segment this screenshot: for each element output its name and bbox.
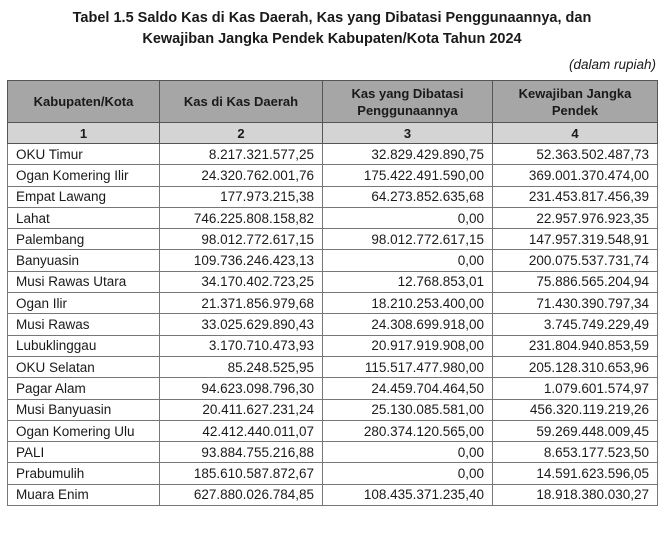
header-kas-dibatasi: Kas yang Dibatasi Penggunaannya [323, 81, 493, 123]
cell-kewajiban-jangka-pendek: 369.001.370.474,00 [493, 165, 658, 186]
cell-kas-di-kas-daerah: 8.217.321.577,25 [160, 144, 323, 165]
cell-kabupaten-kota: Musi Rawas Utara [8, 271, 160, 292]
cell-kabupaten-kota: Ogan Komering Ulu [8, 420, 160, 441]
column-number-row [8, 123, 658, 144]
cell-kas-di-kas-daerah: 33.025.629.890,43 [160, 314, 323, 335]
cell-kewajiban-jangka-pendek: 231.453.817.456,39 [493, 186, 658, 207]
cell-kabupaten-kota: OKU Timur [8, 144, 160, 165]
table-row [8, 484, 658, 505]
cell-kas-dibatasi: 32.829.429.890,75 [323, 144, 493, 165]
cell-kas-dibatasi: 280.374.120.565,00 [323, 420, 493, 441]
cell-kas-dibatasi: 18.210.253.400,00 [323, 293, 493, 314]
table-row [8, 229, 658, 250]
cell-kas-dibatasi: 25.130.085.581,00 [323, 399, 493, 420]
table-row [8, 186, 658, 207]
column-number-4: 4 [493, 123, 658, 144]
cell-kewajiban-jangka-pendek: 75.886.565.204,94 [493, 271, 658, 292]
cell-kabupaten-kota: Muara Enim [8, 484, 160, 505]
cell-kas-di-kas-daerah: 85.248.525,95 [160, 356, 323, 377]
cell-kas-dibatasi: 20.917.919.908,00 [323, 335, 493, 356]
table-row [8, 144, 658, 165]
cell-kewajiban-jangka-pendek: 59.269.448.009,45 [493, 420, 658, 441]
cell-kabupaten-kota: PALI [8, 442, 160, 463]
table-row [8, 463, 658, 484]
cell-kas-di-kas-daerah: 746.225.808.158,82 [160, 207, 323, 228]
cell-kabupaten-kota: Palembang [8, 229, 160, 250]
cell-kabupaten-kota: Lahat [8, 207, 160, 228]
table-row [8, 356, 658, 377]
cell-kewajiban-jangka-pendek: 71.430.390.797,34 [493, 293, 658, 314]
column-number-3: 3 [323, 123, 493, 144]
cell-kabupaten-kota: Ogan Ilir [8, 293, 160, 314]
cell-kewajiban-jangka-pendek: 200.075.537.731,74 [493, 250, 658, 271]
cell-kewajiban-jangka-pendek: 205.128.310.653,96 [493, 356, 658, 377]
table-title [0, 8, 664, 50]
cell-kabupaten-kota: OKU Selatan [8, 356, 160, 377]
cell-kewajiban-jangka-pendek: 14.591.623.596,05 [493, 463, 658, 484]
table-body [8, 144, 658, 506]
cell-kas-di-kas-daerah: 109.736.246.423,13 [160, 250, 323, 271]
table-row [8, 335, 658, 356]
header-kas-di-kas-daerah: Kas di Kas Daerah [160, 81, 323, 123]
cell-kas-di-kas-daerah: 21.371.856.979,68 [160, 293, 323, 314]
cell-kas-di-kas-daerah: 185.610.587.872,67 [160, 463, 323, 484]
table-row [8, 207, 658, 228]
cell-kabupaten-kota: Banyuasin [8, 250, 160, 271]
cell-kas-dibatasi: 0,00 [323, 250, 493, 271]
cell-kewajiban-jangka-pendek: 1.079.601.574,97 [493, 378, 658, 399]
table-row [8, 250, 658, 271]
kas-table [7, 80, 658, 506]
column-number-1: 1 [8, 123, 160, 144]
cell-kas-dibatasi: 0,00 [323, 463, 493, 484]
cell-kas-dibatasi: 24.308.699.918,00 [323, 314, 493, 335]
table-row [8, 165, 658, 186]
cell-kas-dibatasi: 175.422.491.590,00 [323, 165, 493, 186]
table-row [8, 293, 658, 314]
cell-kas-di-kas-daerah: 34.170.402.723,25 [160, 271, 323, 292]
header-row [8, 81, 658, 123]
cell-kas-dibatasi: 12.768.853,01 [323, 271, 493, 292]
header-kewajiban-jangka-pendek: Kewajiban Jangka Pendek [493, 81, 658, 123]
cell-kewajiban-jangka-pendek: 456.320.119.219,26 [493, 399, 658, 420]
table-row [8, 399, 658, 420]
cell-kewajiban-jangka-pendek: 231.804.940.853,59 [493, 335, 658, 356]
cell-kas-dibatasi: 24.459.704.464,50 [323, 378, 493, 399]
cell-kas-dibatasi: 64.273.852.635,68 [323, 186, 493, 207]
cell-kewajiban-jangka-pendek: 147.957.319.548,91 [493, 229, 658, 250]
cell-kabupaten-kota: Musi Rawas [8, 314, 160, 335]
cell-kas-di-kas-daerah: 177.973.215,38 [160, 186, 323, 207]
table-row [8, 420, 658, 441]
cell-kabupaten-kota: Prabumulih [8, 463, 160, 484]
header-kabupaten-kota: Kabupaten/Kota [8, 81, 160, 123]
column-number-2: 2 [160, 123, 323, 144]
cell-kas-di-kas-daerah: 24.320.762.001,76 [160, 165, 323, 186]
cell-kas-di-kas-daerah: 627.880.026.784,85 [160, 484, 323, 505]
cell-kewajiban-jangka-pendek: 22.957.976.923,35 [493, 207, 658, 228]
cell-kas-di-kas-daerah: 94.623.098.796,30 [160, 378, 323, 399]
cell-kabupaten-kota: Empat Lawang [8, 186, 160, 207]
cell-kas-di-kas-daerah: 98.012.772.617,15 [160, 229, 323, 250]
cell-kewajiban-jangka-pendek: 8.653.177.523,50 [493, 442, 658, 463]
table-title-line-1: Tabel 1.5 Saldo Kas di Kas Daerah, Kas yang Dibatasi Penggunaannya, dan [72, 10, 592, 26]
cell-kas-di-kas-daerah: 93.884.755.216,88 [160, 442, 323, 463]
table-row [8, 442, 658, 463]
cell-kas-dibatasi: 0,00 [323, 442, 493, 463]
table-row [8, 314, 658, 335]
unit-note: (dalam rupiah) [568, 57, 656, 72]
table-title-line-2: Kewajiban Jangka Pendek Kabupaten/Kota Tahun 2024 [142, 31, 522, 47]
cell-kas-dibatasi: 108.435.371.235,40 [323, 484, 493, 505]
table-row [8, 271, 658, 292]
cell-kas-di-kas-daerah: 42.412.440.011,07 [160, 420, 323, 441]
cell-kewajiban-jangka-pendek: 52.363.502.487,73 [493, 144, 658, 165]
cell-kewajiban-jangka-pendek: 3.745.749.229,49 [493, 314, 658, 335]
cell-kabupaten-kota: Pagar Alam [8, 378, 160, 399]
cell-kas-dibatasi: 0,00 [323, 207, 493, 228]
cell-kabupaten-kota: Musi Banyuasin [8, 399, 160, 420]
table-row [8, 378, 658, 399]
cell-kabupaten-kota: Ogan Komering Ilir [8, 165, 160, 186]
cell-kabupaten-kota: Lubuklinggau [8, 335, 160, 356]
cell-kewajiban-jangka-pendek: 18.918.380.030,27 [493, 484, 658, 505]
cell-kas-dibatasi: 115.517.477.980,00 [323, 356, 493, 377]
cell-kas-di-kas-daerah: 20.411.627.231,24 [160, 399, 323, 420]
cell-kas-dibatasi: 98.012.772.617,15 [323, 229, 493, 250]
cell-kas-di-kas-daerah: 3.170.710.473,93 [160, 335, 323, 356]
